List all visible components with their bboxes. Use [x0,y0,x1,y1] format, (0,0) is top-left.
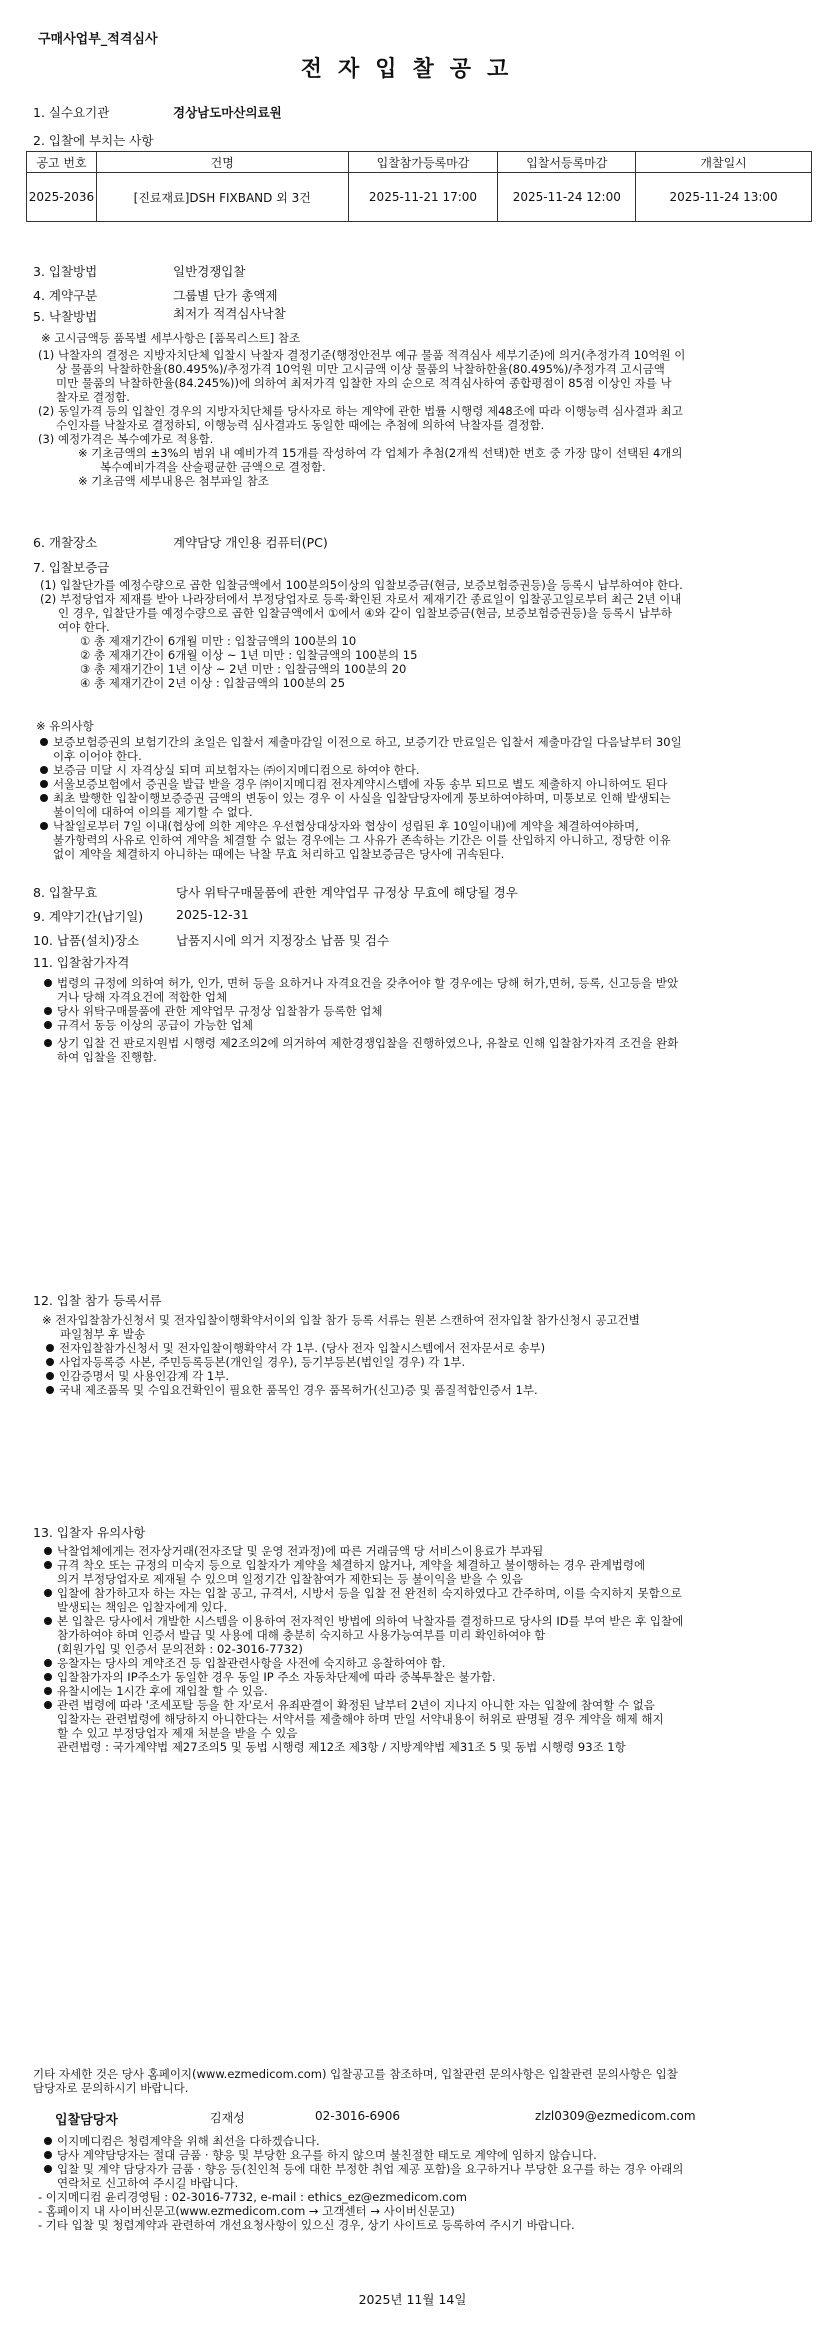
list-item-text: 규격서 동등 이상의 공급이 가능한 업체 [57,1018,254,1032]
footer-note-line: 담당자로 문의하시기 바랍니다. [33,2081,189,2095]
deposit-line: ① 총 제재기간이 6개월 미만 : 입찰금액의 100분의 10 [80,634,357,648]
list-item [36,735,816,763]
section-4-label: 4. 계약구분 [33,288,98,303]
section-12-body [42,1313,817,1397]
list-item-text: 보증보험증권의 보험기간의 초일은 입찰서 제출마감일 이전으로 하고, 보증기간 만료일은 입찰서 제출마감일 다음날부터 30일 [53,735,682,749]
note-line: 상 물품의 낙찰하한율(80.495%)/추정가격 10억원 미만 고시금액 이상 물품의 낙찰하한율(80.495%)/추정가격 고시금액 [56,362,665,376]
section-6 [33,533,633,551]
list-item-text: 사업자등록증 사본, 주민등록등본(개인일 경우), 등기부등본(법인일 경우) 각 1부. [59,1355,466,1369]
list-item-text: 본 입찰은 당사에서 개발한 시스템을 이용하여 전자적인 방법에 의하여 낙찰자를 결정하므로 당사의 ID를 부여 받은 후 입찰에 [57,1614,684,1628]
contact-line: - 기타 입찰 및 청렴계약과 관련하여 개선요청사항이 있으신 경우, 상기 사이트로 등록하여 주시기 바랍니다. [38,2218,575,2232]
list-item [42,1355,817,1369]
list-item [42,1341,817,1355]
list-item-text: 이지메디컴은 청렴계약을 위해 최선을 다하겠습니다. [57,2134,320,2148]
note-line: (2) 동일가격 등의 입찰인 경우의 지방자치단체를 당사자로 하는 계약에 관한 법률 시행령 제48조에 따라 이행능력 심사결과 최고 [38,404,683,418]
list-item-text: 연락처로 신고하여 주시길 바랍니다. [57,2176,239,2190]
section-9-value: 2025-12-31 [176,907,249,922]
section-8-label: 8. 입찰무효 [33,885,98,900]
cell-opening-date: 2025-11-24 13:00 [636,173,812,222]
list-item-text: 불이익에 대하여 이의를 제기할 수 없다. [53,805,253,819]
note-line: 복수예비가격을 산술평균한 금액으로 결정함. [100,460,326,474]
list-item-text: 거나 당해 자격요건에 적합한 업체 [57,990,228,1004]
section-10-label: 10. 납품(설치)장소 [33,933,140,948]
section-13-label: 13. 입찰자 유의사항 [33,1525,146,1540]
list-item-text: 불가항력의 사유로 인하여 계약을 체결할 수 없는 경우에는 그 사유가 존속하는 기간은 이를 산입하지 아니하고, 정당한 이유 [53,833,671,847]
section-9 [33,907,733,925]
list-item-text: 응찰자는 당사의 계약조건 등 입찰관련사항을 사전에 숙지하고 응찰하여야 함. [57,1656,446,1670]
list-item [40,1656,818,1670]
list-item-text: 법령의 규정에 의하여 허가, 인가, 면허 등을 요하거나 자격요건을 갖추어야 할 경우에는 당해 허가,면허, 등록, 신고등을 받았 [57,976,679,990]
note-line: (1) 낙찰자의 결정은 지방자치단체 입찰시 낙찰자 결정기준(행정안전부 예규 물품 적격심사 세부기준)에 의거(추정가격 10억원 이 [38,348,686,362]
section-13-list [40,1544,818,1754]
contact-name: 김재성 [210,2111,245,2125]
list-item [36,777,816,791]
list-item [36,763,816,777]
contact-label: 입찰담당자 [55,2113,118,2128]
page-title: 전자입찰공고 [300,57,525,82]
list-item-text: 입찰에 참가하고자 하는 자는 입찰 공고, 규격서, 시방서 등을 입찰 전 완전히 숙지하였다고 간주하며, 이를 숙지하지 못함으로 [57,1586,682,1600]
notice-heading: ※ 유의사항 [36,719,94,733]
list-item [40,976,815,1004]
list-item-text: 유찰시에는 1시간 후에 재입찰 할 수 있음. [57,1684,268,1698]
list-item-text: 관련법령 : 국가계약법 제27조의5 및 동법 시행령 제12조 제3항 / 지방계약법 제31조 5 및 동법 시행령 93조 1항 [57,1740,626,1754]
contact-phone: 02-3016-6906 [315,2109,401,2123]
department-label: 구매사업부_적격심사 [38,32,158,47]
contact-row [55,2109,815,2127]
deposit-line: (1) 입찰단가를 예정수량으로 곱한 입찰금액에서 100분의5이상의 입찰보증금(현금, 보증보험증권등)을 등록시 납부하여야 한다. [40,578,683,592]
bid-schedule-table [26,151,812,222]
note-line: ※ 기초금액 세부내용은 첨부파일 참조 [78,474,269,488]
cell-bid-deadline: 2025-11-24 12:00 [498,173,636,222]
section-8 [33,883,733,901]
section-5-value: 최저가 적격심사낙찰 [173,306,286,321]
section-7-notice [36,719,816,861]
footer-note [33,2067,818,2095]
list-item [40,2162,820,2190]
list-item [40,1036,815,1064]
deposit-line: 여야 한다. [58,620,110,634]
list-item-text: (회원가입 및 인증서 문의전화 : 02-3016-7732) [57,1642,303,1656]
list-item-text: 관련 법령에 따라 '조세포탈 등을 한 자'로서 유죄판결이 확정된 날부터 2년이 지나지 아니한 자는 입찰에 참여할 수 없음 [57,1698,655,1712]
list-item-text: 이후 이어야 한다. [53,749,142,763]
header-item-name: 건명 [96,152,348,173]
header-notice-no: 공고 번호 [27,152,97,173]
footer-note-line: 기타 자세한 것은 당사 홈페이지(www.ezmedicom.com) 입찰공고를 참조하며, 입찰관련 문의사항은 입찰관련 문의사항은 입찰 [33,2067,678,2081]
deposit-line: ④ 총 제재기간이 2년 이상 : 입찰금액의 100분의 25 [80,676,346,690]
list-item-text: 입찰참가자의 IP주소가 동일한 경우 동일 IP 주소 자동차단제에 따라 중복투찰은 불가함. [57,1670,496,1684]
table-header-row [27,152,812,173]
section-5-notes [38,331,813,488]
section-8-value: 당사 위탁구매물품에 관한 계약업무 규정상 무효에 해당될 경우 [176,885,518,900]
section-7-body [40,578,815,690]
section-1-value: 경상남도마산의료원 [173,105,282,120]
list-item-text: 낙찰일로부터 7일 이내(협상에 의한 계약은 우선협상대상자와 협상이 성립된 후 10일이내)에 계약을 체결하여야하며, [53,819,639,833]
list-item [40,1544,818,1558]
contact-email[interactable]: zlzl0309@ezmedicom.com [535,2109,696,2123]
list-item-text: 국내 제조품목 및 수입요건확인이 필요한 품목인 경우 품목허가(신고)증 및 품질적합인증서 1부. [59,1383,538,1397]
section-3-value: 일반경쟁입찰 [173,264,246,279]
header-registration-deadline: 입찰참가등록마감 [348,152,498,173]
list-item-text: 입찰자는 관련법령에 해당하지 아니한다는 서약서를 제출해야 하며 만일 서약내용이 허위로 판명될 경우 계약을 해제 해지 [57,1712,664,1726]
list-item-text: 당사 위탁구매물품에 관한 계약업무 규정상 입찰참가 등록한 업체 [57,1004,383,1018]
note-line: 수인자를 낙찰자로 결정하되, 이행능력 심사결과도 동일한 때에는 추첨에 의하여 낙찰자를 결정함. [56,418,545,432]
list-item-text: 낙찰업체에게는 전자상거래(전자조달 및 운영 전과정)에 따른 거래금액 당 서비스이용료가 부과됨 [57,1544,544,1558]
section-2-label: 2. 입찰에 부치는 사항 [33,133,154,148]
list-item [40,1670,818,1684]
section-4-value: 그룹별 단가 총액제 [173,288,278,303]
note-line: ※ 전자입찰참가신청서 및 전자입찰이행확약서이외 입찰 참가 등록 서류는 원본 스캔하여 전자입찰 참가신청시 공고건별 [42,1313,640,1327]
list-item-text: 인감증명서 및 사용인감계 각 1부. [59,1369,230,1383]
section-10 [33,931,733,949]
ethics-section [40,2134,820,2232]
list-item [36,791,816,819]
section-12-label: 12. 입찰 참가 등록서류 [33,1293,162,1308]
section-7-label: 7. 입찰보증금 [33,560,110,575]
list-item-text: 당사 계약담당자는 절대 금품 · 향응 및 부당한 요구를 하지 않으며 불친절한 태도로 계약에 임하지 않습니다. [57,2148,597,2162]
header-bid-deadline: 입찰서등록마감 [498,152,636,173]
list-item [40,1698,818,1754]
list-item-text: 서울보증보험에서 증권을 발급 받을 경우 ㈜이지메디컴 전자계약시스템에 자동 송부 되므로 별도 제출하지 아니하여도 된다 [53,777,668,791]
note-line: 찰자로 결정함. [56,390,130,404]
list-item [40,1684,818,1698]
section-6-value: 계약담당 개인용 컴퓨터(PC) [173,535,328,550]
list-item [40,1004,815,1018]
header-opening-date: 개찰일시 [636,152,812,173]
cell-registration-deadline: 2025-11-21 17:00 [348,173,498,222]
section-5-label: 5. 낙찰방법 [33,309,98,324]
list-item-text: 상기 입찰 건 판로지원법 시행령 제2조의2에 의거하여 제한경쟁입찰을 진행하였으나, 유찰로 인해 입찰참가자격 조건을 완화 [57,1036,679,1050]
list-item [42,1383,817,1397]
list-item-text: 하여 입찰을 진행함. [57,1050,157,1064]
note-line: (3) 예정가격은 복수예가로 적용함. [38,432,214,446]
note-line: ※ 기초금액의 ±3%의 범위 내 예비가격 15개를 작성하여 각 업체가 추첨(2개씩 선택)한 번호 중 가장 많이 선택된 4개의 [78,446,683,460]
list-item [40,1558,818,1586]
section-9-label: 9. 계약기간(납기일) [33,909,144,924]
list-item-text: 입찰 및 계약 담당자가 금품 · 향응 등(친인척 등에 대한 부정한 취업 제공 포함)을 요구하거나 부당한 요구를 하는 경우 아래의 [57,2162,684,2176]
list-item [40,1614,818,1656]
list-item [40,2134,820,2148]
cell-notice-no: 2025-2036 [27,173,97,222]
deposit-line: ② 총 제재기간이 6개월 이상 ~ 1년 미만 : 입찰금액의 100분의 15 [80,648,418,662]
deposit-line: 인 경우, 입찰단가를 예정수량으로 곱한 입찰금액에서 ①에서 ④와 같이 입찰보증금(현금, 보증보험증권등)을 등록시 납부하 [58,606,672,620]
section-1 [33,103,282,121]
list-item-text: 최초 발행한 입찰이행보증증권 금액의 변동이 있는 경우 이 사실을 입찰담당자에게 통보하여야하며, 미통보로 인해 발생되는 [53,791,671,805]
section-11-label: 11. 입찰참가자격 [33,955,130,970]
contact-line: - 홈페이지 내 사이버신문고(www.ezmedicom.com → 고객센터 → 사이버신문고) [38,2204,455,2218]
list-item-text: 없이 계약을 체결하지 아니하는 때에는 낙찰 무효 처리하고 입찰보증금은 당사에 귀속된다. [53,847,505,861]
list-item-text: 규격 착오 또는 규정의 미숙지 등으로 입찰자가 계약을 체결하지 않거나, 계약을 체결하고 불이행하는 경우 관계법령에 [57,1558,646,1572]
section-10-value: 납품지시에 의거 지정장소 납품 및 검수 [176,933,390,948]
section-4 [33,286,633,304]
table-row [27,173,812,222]
section-3-label: 3. 입찰방법 [33,264,98,279]
note-line: 파일첨부 후 발송 [60,1327,146,1341]
list-item-text: 참가하여야 하며 인증서 발급 및 사용에 대해 충분히 숙지하고 사용가능여부를 미리 확인하여야 함 [57,1628,546,1642]
deposit-line: (2) 부정당업자 제재를 받아 나라장터에서 부정당업자로 등록·확인된 자로서 제재기간 종료일이 입찰공고일로부터 최근 2년 이내 [40,592,682,606]
list-item-text: 발생되는 책임은 입찰자에게 있다. [57,1600,228,1614]
list-item-text: 보증금 미달 시 자격상실 되며 피보험자는 ㈜이지메디컴으로 하여야 한다. [53,763,420,777]
cell-item-name: [진료재료]DSH FIXBAND 외 3건 [96,173,348,222]
contact-line: - 이지메디컴 윤리경영팀 : 02-3016-7732, e-mail : ethics_ez@ezmedicom.com [38,2190,467,2204]
list-item [40,2148,820,2162]
section-3 [33,262,633,280]
list-item [42,1369,817,1383]
list-item [36,819,816,861]
list-item-text: 전자입찰참가신청서 및 전자입찰이행확약서 각 1부. (당사 전자 입찰시스템에서 전자문서로 송부) [59,1341,546,1355]
list-item [40,1586,818,1614]
section-1-label: 1. 실수요기관 [33,105,110,120]
notice-date: 2025년 11월 14일 [358,2292,467,2307]
note-line: 미만 물품의 낙찰하한율(84.245%))에 의하여 최저가격 입찰한 자의 순으로 적격심사하여 종합평점이 85점 이상인 자를 낙 [56,376,672,390]
section-11-list [40,976,815,1064]
list-item [40,1018,815,1032]
list-item-text: 의거 부정당업자로 제재될 수 있으며 일정기간 입찰참여가 제한되는 등 불이익을 받을 수 있음 [57,1572,524,1586]
section-5 [33,307,633,325]
deposit-line: ③ 총 제재기간이 1년 이상 ~ 2년 미만 : 입찰금액의 100분의 20 [80,662,407,676]
list-item-text: 할 수 있고 부정당업자 제재 처분을 받을 수 있음 [57,1726,298,1740]
section-6-label: 6. 개찰장소 [33,535,98,550]
note-line: ※ 고시금액등 품목별 세부사항은 [품목리스트] 참조 [41,331,301,345]
